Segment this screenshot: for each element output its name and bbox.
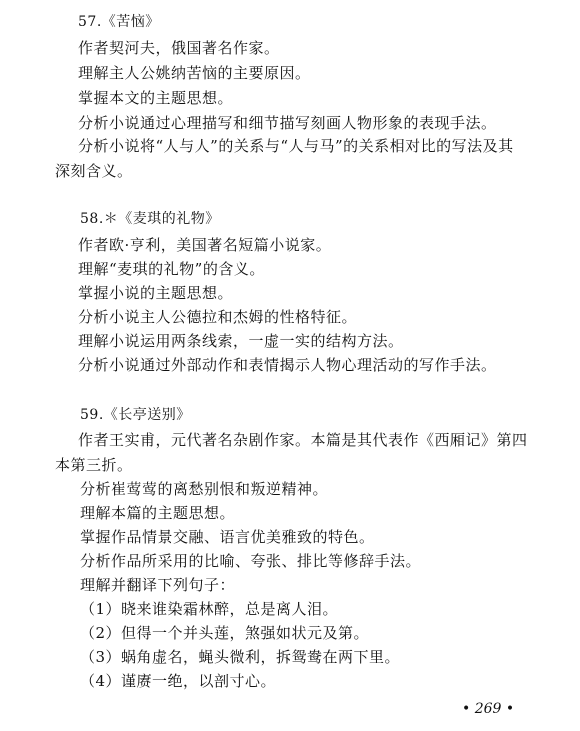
- section-57-line-2: 理解主人公姚纳苦恼的主要原因。: [78, 64, 311, 82]
- section-58-line-3: 掌握小说的主题思想。: [78, 284, 234, 302]
- section-58-line-4: 分析小说主人公德拉和杰姆的性格特征。: [78, 308, 358, 326]
- section-59-line-1: 作者王实甫，元代著名杂剧作家。本篇是其代表作《西厢记》第四: [78, 431, 528, 449]
- section-58-line-6: 分析小说通过外部动作和表情揭示人物心理活动的写作手法。: [78, 356, 497, 374]
- section-57-heading: 57.《苦恼》: [78, 14, 160, 30]
- section-57-line-5: 分析小说将“人与人”的关系与“人与马”的关系相对比的写法及其: [78, 137, 514, 155]
- section-59-line-10: （3）蜗角虚名，蝇头微利，拆鸳鸯在两下里。: [80, 648, 401, 666]
- section-59-line-9: （2）但得一个并头莲，煞强如状元及第。: [80, 624, 370, 642]
- page-number: • 269 •: [462, 701, 515, 717]
- section-58-line-1: 作者欧·亨利，美国著名短篇小说家。: [78, 236, 332, 254]
- section-59-line-3: 分析崔莺莺的离愁别恨和叛逆精神。: [80, 480, 329, 498]
- section-57-line-1: 作者契河夫，俄国著名作家。: [78, 39, 280, 57]
- section-58-heading: 58.＊《麦琪的礼物》: [80, 211, 220, 227]
- section-58-line-2: 理解“麦琪的礼物”的含义。: [78, 260, 265, 278]
- section-58-line-5: 理解小说运用两条线索，一虚一实的结构方法。: [78, 332, 404, 350]
- section-59-line-2: 本第三折。: [55, 456, 133, 474]
- section-57-line-6: 深刻含义。: [55, 162, 133, 180]
- section-57-line-4: 分析小说通过心理描写和细节描写刻画人物形象的表现手法。: [78, 114, 497, 132]
- section-59-line-4: 理解本篇的主题思想。: [80, 504, 236, 522]
- section-57-line-3: 掌握本文的主题思想。: [78, 89, 234, 107]
- section-59-line-11: （4）谨赓一绝，以剖寸心。: [80, 672, 277, 690]
- section-59-line-8: （1）晓来谁染霜林醉，总是离人泪。: [80, 600, 339, 618]
- section-59-line-5: 掌握作品情景交融、语言优美雅致的特色。: [80, 528, 375, 546]
- section-59-line-7: 理解并翻译下列句子：: [80, 576, 236, 594]
- section-59-line-6: 分析作品所采用的比喻、夸张、排比等修辞手法。: [80, 552, 422, 570]
- section-59-heading: 59.《长亭送别》: [80, 407, 191, 423]
